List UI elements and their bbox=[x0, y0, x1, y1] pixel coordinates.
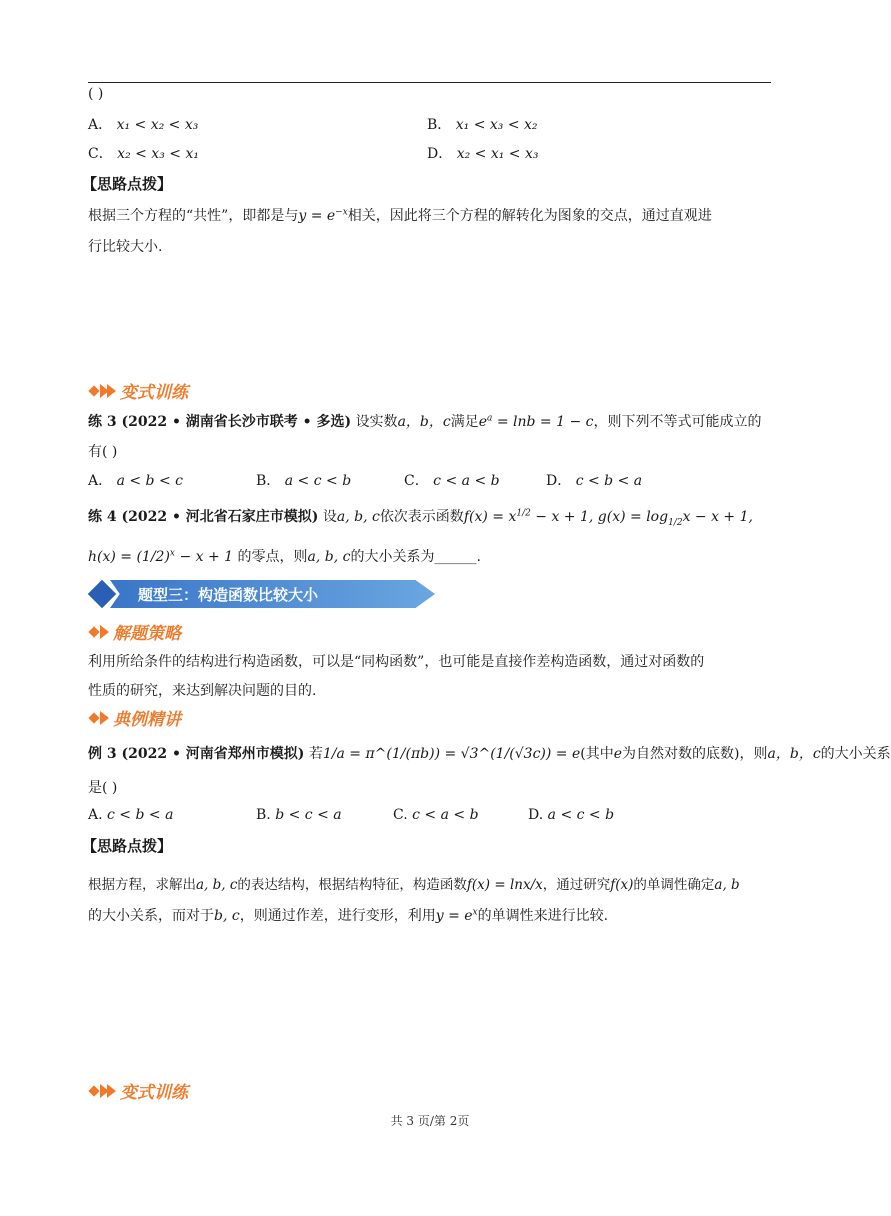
exercise-3-cond-rest: = lnb = 1 − c bbox=[492, 414, 594, 430]
header-rule bbox=[88, 82, 771, 83]
opt-label: A． bbox=[88, 473, 113, 489]
example-3-vars: a，b，c bbox=[767, 746, 821, 762]
opt-value: a < c < b bbox=[284, 473, 352, 489]
exercise-4-f-sup: 1/2 bbox=[516, 508, 531, 519]
exercise-4-h-sup: x bbox=[169, 548, 175, 559]
option-a bbox=[88, 114, 198, 134]
exercise-4-h-rest: − x + 1 bbox=[175, 549, 234, 565]
hint-title-1: 【思路点拨】 bbox=[82, 175, 173, 193]
hint-1-line-1 bbox=[88, 205, 712, 225]
exercise-4-line-1 bbox=[88, 506, 753, 528]
example-3-option-a bbox=[88, 807, 173, 823]
opt-label: C． bbox=[404, 473, 429, 489]
exercise-4-text-a: 设 bbox=[322, 509, 337, 525]
opt-label: D． bbox=[546, 473, 572, 489]
opt-value: c < a < b bbox=[433, 473, 500, 489]
opt-label: B． bbox=[256, 473, 281, 489]
opt-value: a < b < c bbox=[116, 473, 183, 489]
hint-2-text-d: 的单调性确定 bbox=[633, 877, 715, 893]
hint-2-f: f(x) = lnx/x bbox=[466, 877, 543, 893]
exercise-3-text-c: ，则下列不等式可能成立的 bbox=[593, 414, 762, 430]
exercise-3-text-a: 设实数 bbox=[355, 414, 398, 430]
exercise-3-line-1 bbox=[88, 411, 762, 431]
chevron-icon bbox=[90, 711, 107, 725]
topic-title: 题型三：构造函数比较大小 bbox=[138, 586, 319, 604]
option-a-label: A． bbox=[88, 117, 113, 133]
hint-1-text-b: 相关，因此将三个方程的解转化为图象的交点，通过直观进 bbox=[347, 208, 712, 224]
opt-value: b < c < a bbox=[275, 807, 342, 823]
hint-2-vars: a, b, c bbox=[196, 877, 238, 893]
chevron-icon bbox=[90, 625, 107, 639]
variant-heading-1 bbox=[90, 378, 188, 403]
example-title: 典例精讲 bbox=[113, 710, 181, 730]
hint-1-math: y = e bbox=[298, 208, 336, 224]
example-3-option-d bbox=[528, 807, 614, 823]
exercise-4-line-2 bbox=[88, 546, 481, 566]
hint-1-text-a: 根据三个方程的“共性”，即都是与 bbox=[88, 208, 299, 224]
hint-2-text-a: 根据方程，求解出 bbox=[88, 877, 196, 893]
option-b-value: x₁ < x₃ < x₂ bbox=[455, 117, 538, 133]
option-c-label: C． bbox=[88, 146, 113, 162]
exercise-3-cond-sup: a bbox=[487, 413, 493, 424]
hint-2-y-sup: x bbox=[472, 907, 478, 918]
opt-label: A. bbox=[88, 807, 103, 823]
exercise-3-line-2: 有( ) bbox=[88, 444, 118, 460]
example-3-text-c: 为自然对数的底数)，则 bbox=[622, 746, 768, 762]
exercise-4-tag: 练 4 (2022 • 河北省石家庄市模拟) bbox=[88, 509, 319, 525]
hint-2-fx: f(x) bbox=[610, 877, 634, 893]
option-c bbox=[88, 143, 199, 163]
example-3-text-d: 的大小关系 bbox=[820, 746, 891, 762]
hint-1-math-sup: −x bbox=[335, 207, 348, 218]
hint-2-text-f: ，则通过作差，进行变形，利用 bbox=[239, 908, 436, 924]
exercise-4-text-d: 的大小关系为______. bbox=[350, 549, 481, 565]
option-d-label: D． bbox=[427, 146, 453, 162]
option-d-value: x₂ < x₁ < x₃ bbox=[456, 146, 539, 162]
page-footer: 共 3 页/第 2页 bbox=[390, 1114, 470, 1128]
chevron-icon bbox=[90, 384, 114, 398]
question-paren: ( ) bbox=[88, 86, 104, 102]
exercise-4-f: f(x) = x bbox=[463, 509, 517, 525]
opt-label: C. bbox=[393, 807, 408, 823]
hint-2-bc: b, c bbox=[214, 908, 240, 924]
strategy-title: 解题策略 bbox=[113, 624, 181, 644]
exercise-4-h: h(x) = (1/2) bbox=[88, 549, 170, 565]
exercise-4-vars: a, b, c bbox=[336, 509, 380, 525]
strategy-line-2: 性质的研究，来达到解决问题的目的. bbox=[88, 683, 317, 699]
exercise-4-g-sub: 1/2 bbox=[668, 517, 683, 528]
banner-diamond-icon bbox=[88, 580, 117, 609]
example-3-tag: 例 3 (2022 • 河南省郑州市模拟) bbox=[88, 746, 305, 762]
exercise-4-f-rest: − x + 1, g(x) = log bbox=[530, 509, 669, 525]
example-3-option-c bbox=[393, 807, 479, 823]
strategy-heading bbox=[90, 619, 181, 644]
opt-value: a < c < b bbox=[547, 807, 615, 823]
chevron-icon bbox=[90, 1084, 114, 1098]
example-3-option-b bbox=[256, 807, 342, 823]
opt-value: c < b < a bbox=[107, 807, 174, 823]
hint-2-text-g: 的单调性来进行比较. bbox=[477, 908, 609, 924]
hint-2-text-b: 的表达结构，根据结构特征，构造函数 bbox=[237, 877, 467, 893]
hint-2-y: y = e bbox=[435, 908, 473, 924]
hint-1-line-2: 行比较大小. bbox=[88, 239, 163, 255]
hint-2-ab: a, b bbox=[714, 877, 740, 893]
example-heading bbox=[90, 705, 181, 730]
exercise-4-text-c: 的零点，则 bbox=[237, 549, 308, 565]
example-3-line-1 bbox=[88, 743, 891, 763]
exercise-3-text-b: 满足 bbox=[450, 414, 479, 430]
exercise-3-tag: 练 3 (2022 • 湖南省长沙市联考 • 多选) bbox=[88, 414, 352, 430]
variant-title-1: 变式训练 bbox=[120, 383, 188, 403]
option-a-value: x₁ < x₂ < x₃ bbox=[116, 117, 199, 133]
variant-heading-2 bbox=[90, 1078, 188, 1103]
opt-value: c < a < b bbox=[412, 807, 479, 823]
example-3-line-2: 是( ) bbox=[88, 780, 118, 796]
example-3-e: e bbox=[613, 746, 623, 762]
hint-2-line-1 bbox=[88, 873, 740, 893]
opt-label: D. bbox=[528, 807, 544, 823]
exercise-3-option-c bbox=[404, 470, 500, 490]
variant-title-2: 变式训练 bbox=[120, 1083, 188, 1103]
example-3-math: 1/a = π^(1/(πb)) = √3^(1/(√3c)) = e bbox=[322, 746, 581, 762]
exercise-3-option-d bbox=[546, 470, 642, 490]
exercise-4-text-b: 依次表示函数 bbox=[379, 509, 464, 525]
exercise-4-g-rest: x − x + 1, bbox=[682, 509, 753, 525]
hint-2-line-2 bbox=[88, 905, 608, 925]
example-3-text-b: (其中 bbox=[580, 746, 614, 762]
hint-2-text-e: 的大小关系，而对于 bbox=[88, 908, 214, 924]
opt-label: B. bbox=[256, 807, 271, 823]
option-b bbox=[427, 114, 538, 134]
topic-banner bbox=[88, 580, 433, 608]
opt-value: c < b < a bbox=[575, 473, 643, 489]
exercise-3-vars: a，b，c bbox=[397, 414, 451, 430]
example-3-text-a: 若 bbox=[308, 746, 323, 762]
hint-2-text-c: ，通过研究 bbox=[542, 877, 611, 893]
exercise-3-cond: e bbox=[478, 414, 488, 430]
exercise-4-vars-2: a, b, c bbox=[307, 549, 351, 565]
option-c-value: x₂ < x₃ < x₁ bbox=[117, 146, 199, 162]
option-b-label: B． bbox=[427, 117, 452, 133]
option-d bbox=[427, 143, 538, 163]
hint-title-2: 【思路点拨】 bbox=[82, 837, 173, 855]
exercise-3-option-a bbox=[88, 470, 183, 490]
strategy-line-1: 利用所给条件的结构进行构造函数，可以是“同构函数”，也可能是直接作差构造函数，通过对函数的 bbox=[88, 654, 705, 670]
exercise-3-option-b bbox=[256, 470, 351, 490]
